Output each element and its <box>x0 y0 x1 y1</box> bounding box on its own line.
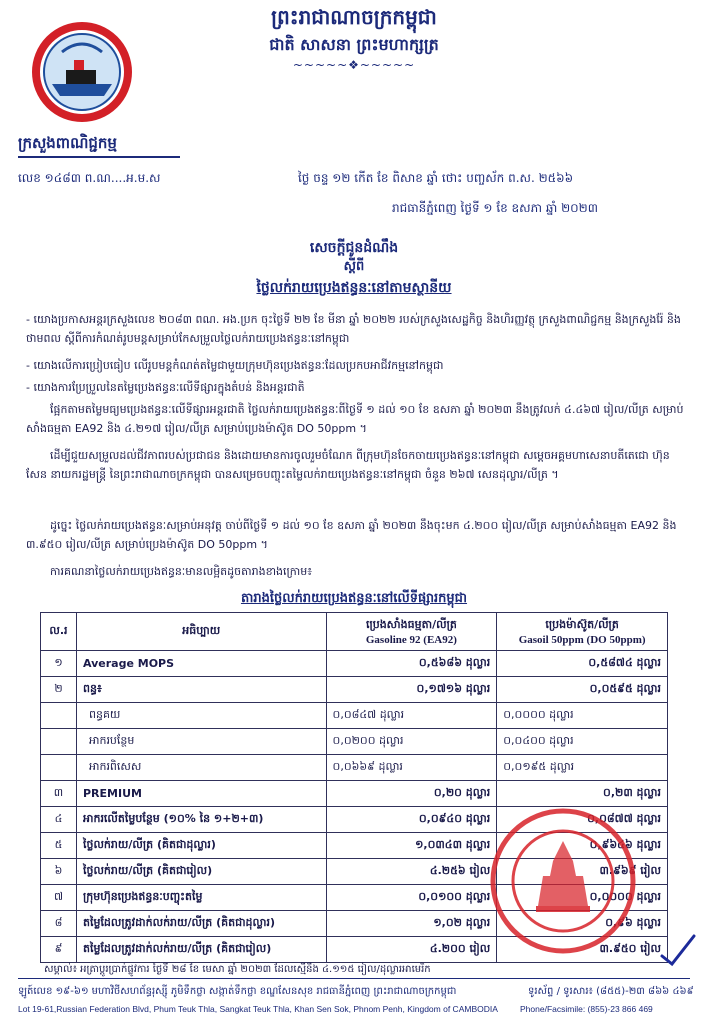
notice-title: សេចក្តីជូនដំណឹង <box>309 240 399 256</box>
row-gasoline-value: ៤.២៥៦ រៀល <box>326 859 497 885</box>
table-title: តារាងថ្លៃលក់រាយប្រេងឥន្ធនៈនៅលើទីផ្សារកម្ពុជា <box>240 591 468 606</box>
ministry-underline <box>18 156 180 158</box>
row-diesel-value: ០,០០០០ ដុល្លារ <box>497 703 668 729</box>
header-ornament: ~~~~~❖~~~~~ <box>292 58 416 72</box>
row-number: ៨ <box>41 911 77 937</box>
header-diesel <box>497 613 668 651</box>
kingdom-title: ព្រះរាជាណាចក្រកម្ពុជា <box>271 5 437 29</box>
table-row <box>41 677 668 703</box>
row-gasoline-value: ០,០៦៦៩ ដុល្លារ <box>326 755 497 781</box>
table-header-row <box>41 613 668 651</box>
header-gasoline-kh: ប្រេងសាំងធម្មតា/លីត្រ <box>365 617 457 631</box>
row-gasoline-value: ០,០២០០ ដុល្លារ <box>326 729 497 755</box>
exchange-rate-note: សម្គាល់៖ អត្រាប្តូរប្រាក់ផ្លូវការ ថ្ងៃទី ២៨ ខែ មេសា ឆ្នាំ ២០២៣ ដែលស្មើនឹង ៤.១១៥ រៀល/ដុល្លារអាមេរិក <box>44 964 431 975</box>
row-description: ថ្លៃលក់រាយ/លីត្រ (គិតជារៀល) <box>76 859 326 885</box>
row-description: តម្លៃដែលត្រូវដាក់លក់រាយ/លីត្រ (គិតជាដុល្លារ) <box>76 911 326 937</box>
row-diesel-value: ០,០១៩៥ ដុល្លារ <box>497 755 668 781</box>
row-diesel-value: ០,០៨៧៧ ដុល្លារ <box>497 807 668 833</box>
paragraph-market-price: ផ្អែកតាមតម្លៃមធ្យមប្រេងឥន្ធនៈលើទីផ្សារអន្តរជាតិ ថ្លៃលក់រាយប្រេងឥន្ធនៈពីថ្ងៃទី ១ ដល់ ១០ ខែ ឧសភា ឆ្នាំ ២០២៣ នឹងត្រូវលក់ ៤.៤៦៧ រៀល/លីត្រ សម្រាប់សាំងធម្មតា EA92 និង ៤.២១៧ រៀល/លីត្រ សម្រាប់ប្រេងម៉ាស៊ូត DO 50ppm ។ <box>26 403 684 435</box>
row-number: ៦ <box>41 859 77 885</box>
row-number <box>41 729 77 755</box>
row-gasoline-value: ០,០៨៤៧ ដុល្លារ <box>326 703 497 729</box>
footer-address-en: Lot 19-61,Russian Federation Blvd, Phum Teuk Thla, Sangkat Teuk Thla, Khan Sen Sok, Phnom Penh, Kingdom of CAMBODIA <box>18 1004 498 1014</box>
row-diesel-value: ០,២៣ ដុល្លារ <box>497 781 668 807</box>
reference-bullet-1: - យោងប្រកាសអន្តរក្រសួងលេខ ២០៨៣ ពណ. អង.ប្រក ចុះថ្ងៃទី ២២ ខែ មីនា ឆ្នាំ ២០២២ របស់ក្រសួងសេដ្ឋកិច្ច និងហិរញ្ញវត្ថុ ក្រសួងពាណិជ្ជកម្ម និងក្រសួងរ៉ែ និងថាមពល ស្តីពីការកំណត់រូបមន្តសម្រាប់កែសម្រួលថ្លៃលក់រាយប្រេងឥន្ធនៈនៅកម្ពុជា <box>26 313 681 345</box>
ministry-logo-icon <box>32 22 132 122</box>
footer-phone-kh: ទូរស័ព្ទ / ទូរសារ៖ (៨៥៥)-២៣ ៨៦៦ ៤៦៩ <box>528 986 694 997</box>
row-description: PREMIUM <box>76 781 326 807</box>
national-motto: ជាតិ សាសនា ព្រះមហាក្សត្រ <box>269 35 439 54</box>
row-gasoline-value: ៤.២០០ រៀល <box>326 937 497 963</box>
header-no: ល.រ <box>41 613 77 651</box>
footer-phone-en: Phone/Facsimile: (855)-23 866 469 <box>520 1004 653 1014</box>
row-description: ថ្លៃលក់រាយ/លីត្រ (គិតជាដុល្លារ) <box>76 833 326 859</box>
row-description: អាករលើតម្លៃបន្ថែម (១០% នៃ ១+២+៣) <box>76 807 326 833</box>
row-description: អាករពិសេស <box>76 755 326 781</box>
ministry-name: ក្រសួងពាណិជ្ជកម្ម <box>18 134 117 152</box>
header-gasoline-en: Gasoline 92 (EA92) <box>365 633 457 646</box>
row-gasoline-value: ០,២០ ដុល្លារ <box>326 781 497 807</box>
header-diesel-en: Gasoil 50ppm (DO 50ppm) <box>518 633 646 646</box>
table-row <box>41 755 668 781</box>
row-gasoline-value: ១,០៣៤៣ ដុល្លារ <box>326 833 497 859</box>
row-description: ក្រុមហ៊ុនប្រេងឥន្ធនៈបញ្ចុះតម្លៃ <box>76 885 326 911</box>
paragraph-discount: ដើម្បីជួយសម្រួលដល់ជីវភាពរបស់ប្រជាជន និងដោយមានការចូលរួមចំណែក ពីក្រុមហ៊ុនចែកចាយប្រេងឥន្ធនៈនៅកម្ពុជា សម្តេចអគ្គមហាសេនាបតីតេជោ ហ៊ុន សែន នាយករដ្ឋមន្ត្រី នៃព្រះរាជាណាចក្រកម្ពុជា បានសម្រេចបញ្ចុះតម្លៃលក់រាយប្រេងឥន្ធនៈនៅកម្ពុជា ចំនួន ២៦៧ សេនដុល្លារ/លីត្រ ។ <box>26 449 670 481</box>
place-date: រាជធានីភ្នំពេញ ថ្ងៃទី ១ ខែ ឧសភា ឆ្នាំ ២០២៣ <box>392 201 598 215</box>
header-diesel-kh: ប្រេងម៉ាស៊ូត/លីត្រ <box>545 617 619 631</box>
paragraph-table-intro: ការគណនាថ្លៃលក់រាយប្រេងឥន្ធនៈមានលម្អិតដូចតារាងខាងក្រោម៖ <box>50 565 313 578</box>
reference-bullet-2: - យោងលើការប្រៀបធៀប លើរូបមន្តកំណត់តម្លៃជាមួយក្រុមហ៊ុនប្រេងឥន្ធនៈដែលប្រកបអាជីវកម្មនៅកម្ពុជា <box>26 359 444 372</box>
row-description: ពន្ធ៖ <box>76 677 326 703</box>
row-gasoline-value: ០,៥៦៨៦ ដុល្លារ <box>326 651 497 677</box>
row-number <box>41 703 77 729</box>
row-description: ពន្ធគយ <box>76 703 326 729</box>
row-number: ៣ <box>41 781 77 807</box>
footer-address-kh: ឡូត៍លេខ ១៩-៦១ មហាវិថីសហព័ន្ធរុស្ស៊ី ភូមិទឹកថ្លា សង្កាត់ទឹកថ្លា ខណ្ឌសែនសុខ រាជធានីភ្នំពេញ ព្រះរាជាណាចក្រកម្ពុជា <box>18 986 457 997</box>
row-number: ៧ <box>41 885 77 911</box>
row-gasoline-value: ០,០១០០ ដុល្លារ <box>326 885 497 911</box>
row-diesel-value: ០,០៥៩៥ ដុល្លារ <box>497 677 668 703</box>
row-description: Average MOPS <box>76 651 326 677</box>
header-gasoline <box>326 613 497 651</box>
row-diesel-value: ០,៥៨៧៤ ដុល្លារ <box>497 651 668 677</box>
row-gasoline-value: ១,០២ ដុល្លារ <box>326 911 497 937</box>
row-diesel-value: ៣.៩៦៩ រៀល <box>497 859 668 885</box>
reference-number: លេខ ១៤៨៣ ព.ណ....អ.ម.ស <box>18 171 161 185</box>
row-gasoline-value: ០,០៩៤០ ដុល្លារ <box>326 807 497 833</box>
official-seal-icon <box>488 806 638 956</box>
table-row <box>41 651 668 677</box>
signature-icon <box>658 930 698 970</box>
row-number: ៥ <box>41 833 77 859</box>
row-diesel-value: ០,០០០០ ដុល្លារ <box>497 885 668 911</box>
row-number: ២ <box>41 677 77 703</box>
footer-divider <box>18 978 690 979</box>
row-diesel-value: ០,០៤០០ ដុល្លារ <box>497 729 668 755</box>
row-diesel-value: ៣.៩៥០ រៀល <box>497 937 668 963</box>
notice-subject: ថ្លៃលក់រាយប្រេងឥន្ធនៈនៅតាមស្ថានីយ <box>256 280 452 296</box>
header-description: អធិប្បាយ <box>76 613 326 651</box>
table-row <box>41 781 668 807</box>
row-diesel-value: ០,៩៦ ដុល្លារ <box>497 911 668 937</box>
row-gasoline-value: ០,១៧១៦ ដុល្លារ <box>326 677 497 703</box>
paragraph-final-price: ដូច្នេះ ថ្លៃលក់រាយប្រេងឥន្ធនៈសម្រាប់អនុវត្ត ចាប់ពីថ្ងៃទី ១ ដល់ ១០ ខែ ឧសភា ឆ្នាំ ២០២៣ នឹងចុះមក ៤.២០០ រៀល/លីត្រ សម្រាប់សាំងធម្មតា EA92 និង ៣.៩៥០ រៀល/លីត្រ សម្រាប់ប្រេងម៉ាស៊ូត DO 50ppm ។ <box>26 519 677 551</box>
row-number: ៩ <box>41 937 77 963</box>
table-row <box>41 703 668 729</box>
notice-regarding: ស្តីពី <box>343 259 365 274</box>
row-diesel-value: ០,៩៦៤៦ ដុល្លារ <box>497 833 668 859</box>
row-description: អាករបន្ថែម <box>76 729 326 755</box>
row-description: តម្លៃដែលត្រូវដាក់លក់រាយ/លីត្រ (គិតជារៀល) <box>76 937 326 963</box>
reference-bullet-3: - យោងការប្រែប្រួលនៃតម្លៃប្រេងឥន្ធនៈលើទីផ្សារក្នុងតំបន់ និងអន្តរជាតិ <box>26 381 305 394</box>
row-number <box>41 755 77 781</box>
row-number: ៤ <box>41 807 77 833</box>
table-row <box>41 729 668 755</box>
lunar-date: ថ្ងៃ ចន្ទ ១២ កើត ខែ ពិសាខ ឆ្នាំ ថោះ បញ្ចស័ក ព.ស. ២៥៦៦ <box>298 171 574 185</box>
row-number: ១ <box>41 651 77 677</box>
